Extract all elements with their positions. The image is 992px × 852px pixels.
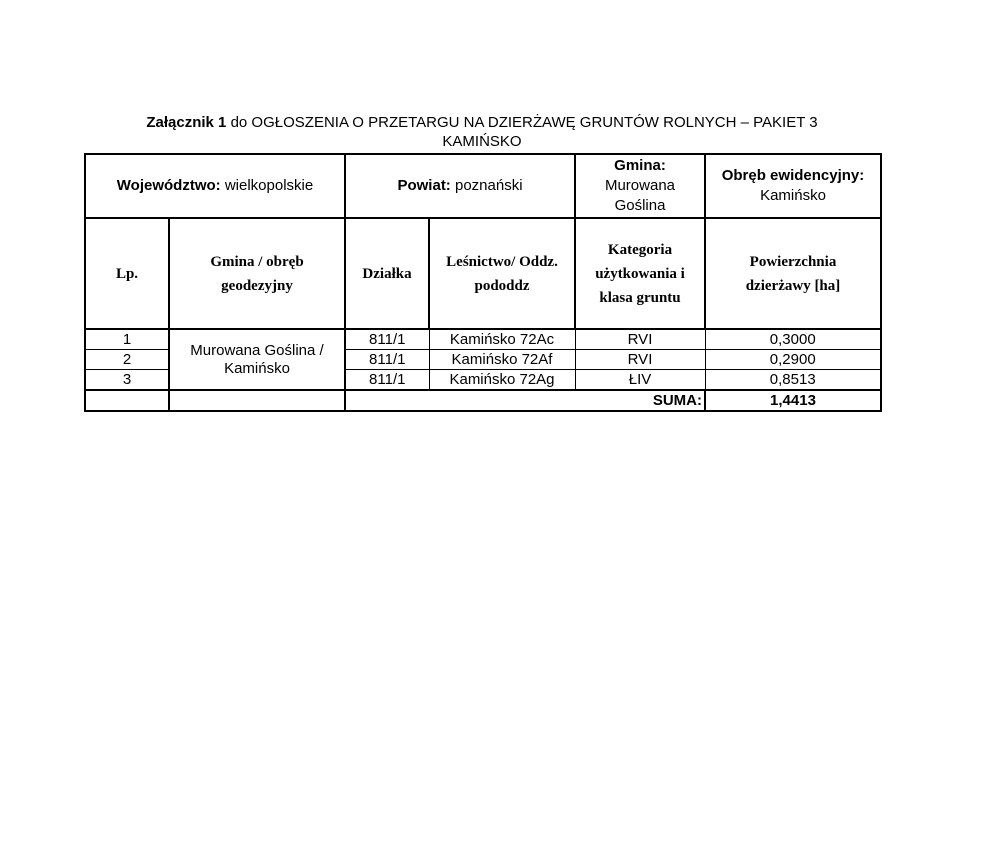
header-gmina-obreb bbox=[169, 218, 345, 329]
cell-powierzchnia: 0,2900 bbox=[705, 350, 881, 370]
header-row bbox=[85, 218, 881, 329]
cell-kategoria: ŁIV bbox=[575, 370, 705, 391]
title-attachment-label: Załącznik 1 bbox=[146, 114, 227, 131]
obreb-cell bbox=[705, 154, 881, 218]
powiat-value: poznański bbox=[454, 177, 523, 194]
cell-dzialka: 811/1 bbox=[345, 329, 429, 350]
title-line-2: KAMIŃSKO bbox=[442, 133, 522, 150]
title-line-1 bbox=[84, 113, 880, 132]
cell-lp: 1 bbox=[85, 329, 169, 350]
header-powierzchnia-line2: dzierżawy [ha] bbox=[745, 277, 841, 294]
cell-powierzchnia: 0,3000 bbox=[705, 329, 881, 350]
header-kategoria bbox=[575, 218, 705, 329]
sum-label: SUMA: bbox=[345, 390, 705, 411]
cell-kategoria: RVI bbox=[575, 350, 705, 370]
title-text: do OGŁOSZENIA O PRZETARGU NA DZIERŻAWĘ GRUNTÓW ROLNYCH – PAKIET 3 bbox=[230, 114, 818, 131]
cell-powierzchnia: 0,8513 bbox=[705, 370, 881, 391]
cell-dzialka: 811/1 bbox=[345, 370, 429, 391]
obreb-value: Kamińsko bbox=[760, 187, 826, 204]
header-kategoria-line3: klasa gruntu bbox=[599, 289, 681, 306]
gmina-value-line1: Murowana bbox=[604, 177, 676, 194]
header-lp: Lp. bbox=[85, 218, 169, 329]
header-lesnictwo-line1: Leśnictwo/ Oddz. bbox=[446, 253, 558, 270]
cell-lp: 2 bbox=[85, 350, 169, 370]
gmina-cell bbox=[575, 154, 705, 218]
cell-lesnictwo: Kamińsko 72Ac bbox=[429, 329, 575, 350]
powiat-cell bbox=[345, 154, 575, 218]
wojewodztwo-cell bbox=[85, 154, 345, 218]
header-powierzchnia bbox=[705, 218, 881, 329]
cell-dzialka: 811/1 bbox=[345, 350, 429, 370]
header-lesnictwo bbox=[429, 218, 575, 329]
cell-lesnictwo: Kamińsko 72Ag bbox=[429, 370, 575, 391]
header-powierzchnia-line1: Powierzchnia bbox=[749, 253, 837, 270]
header-dzialka: Działka bbox=[345, 218, 429, 329]
wojewodztwo-value: wielkopolskie bbox=[224, 177, 314, 194]
cell-gmina-obreb bbox=[169, 329, 345, 390]
obreb-label: Obręb ewidencyjny: bbox=[721, 167, 865, 184]
sum-empty-gmina bbox=[169, 390, 345, 411]
header-kategoria-line2: użytkowania i bbox=[595, 265, 685, 282]
header-gmina-obreb-line2: geodezyjny bbox=[221, 277, 293, 294]
header-gmina-obreb-line1: Gmina / obręb bbox=[210, 253, 304, 270]
gmina-value-line2: Goślina bbox=[614, 197, 666, 214]
gmina-label: Gmina: bbox=[614, 157, 666, 174]
sum-empty-lp bbox=[85, 390, 169, 411]
header-kategoria-line1: Kategoria bbox=[607, 241, 673, 258]
header-lesnictwo-line2: pododdz bbox=[474, 277, 530, 294]
cell-kategoria: RVI bbox=[575, 329, 705, 350]
powiat-label: Powiat: bbox=[397, 177, 451, 194]
cell-lp: 3 bbox=[85, 370, 169, 391]
table-row bbox=[85, 329, 881, 350]
sum-row bbox=[85, 390, 881, 411]
region-row bbox=[85, 154, 881, 218]
lease-table bbox=[84, 153, 882, 412]
cell-lesnictwo: Kamińsko 72Af bbox=[429, 350, 575, 370]
sum-value: 1,4413 bbox=[705, 390, 881, 411]
gmina-obreb-value-line1: Murowana Goślina / bbox=[190, 341, 324, 359]
gmina-obreb-value-line2: Kamińsko bbox=[224, 359, 290, 377]
wojewodztwo-label: Województwo: bbox=[116, 177, 221, 194]
document-title bbox=[84, 113, 880, 151]
